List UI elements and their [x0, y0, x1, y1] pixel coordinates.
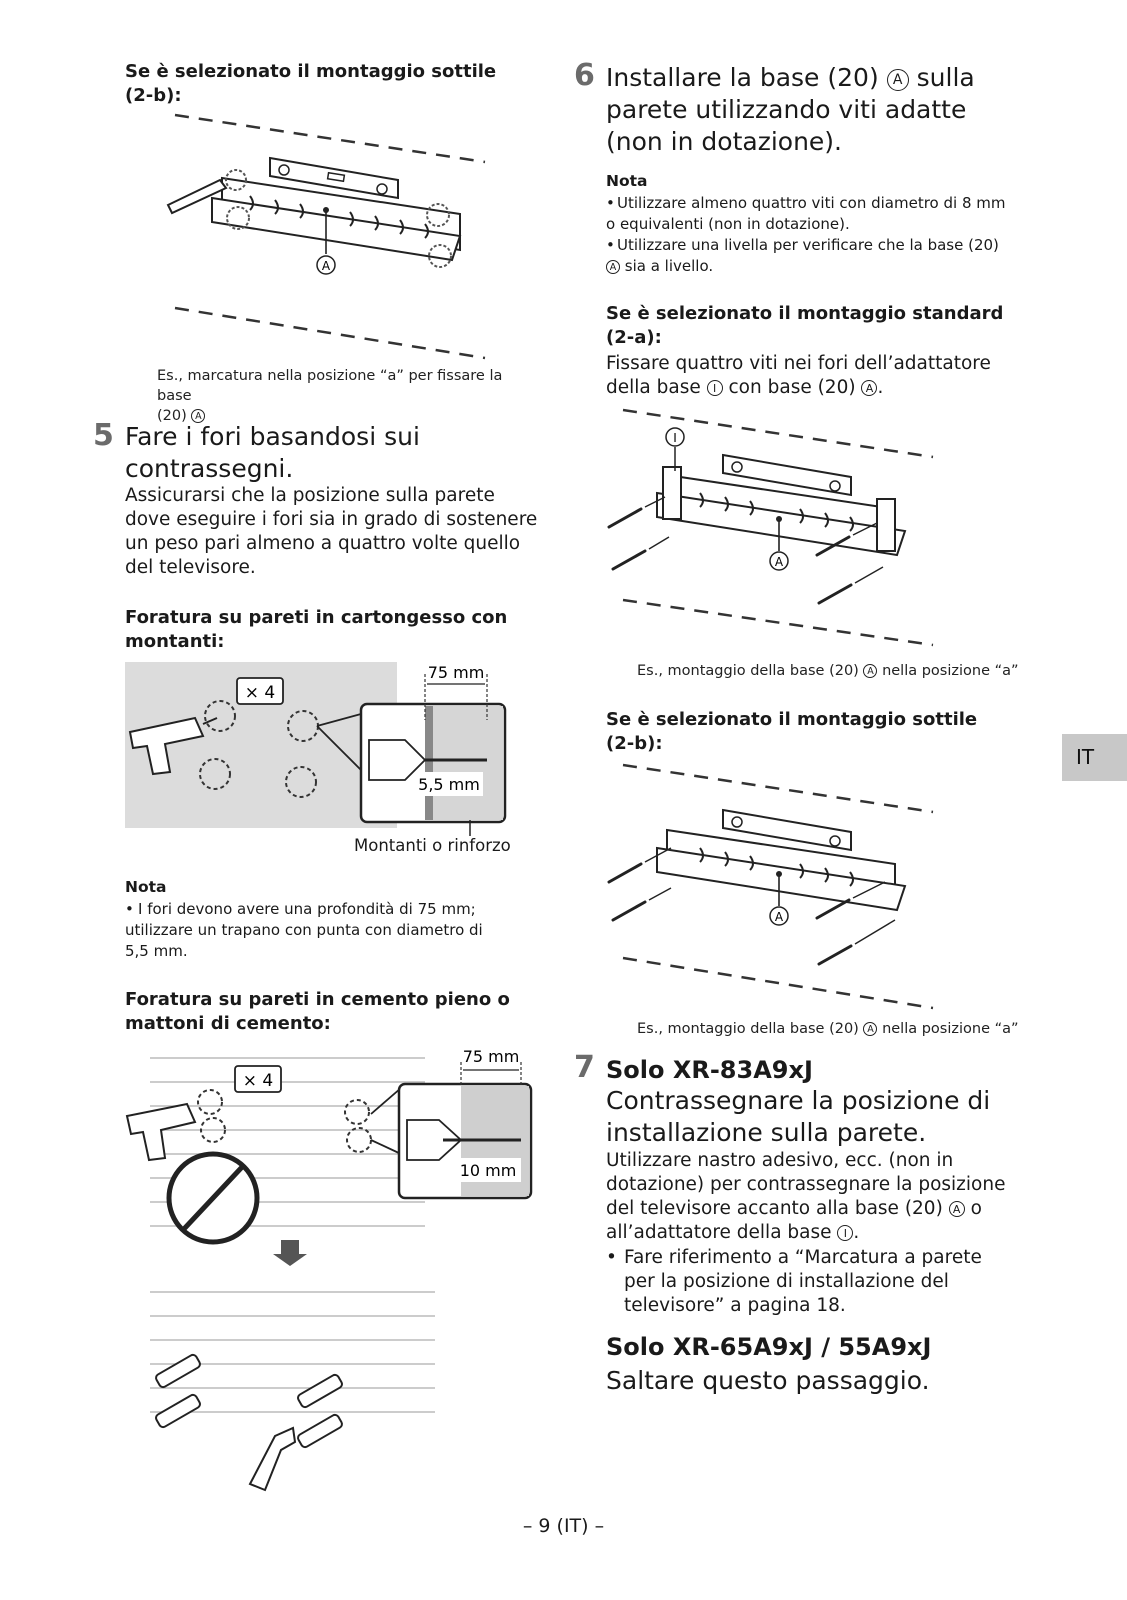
label-i-icon: I [837, 1225, 853, 1241]
fig2-caption: Es., montaggio della base (20) A nella posizione “a” [637, 663, 1019, 679]
drywall-drilling-figure [125, 660, 525, 860]
concrete-diameter: 10 mm [459, 1161, 517, 1180]
step5-number: 5 [93, 418, 114, 453]
language-tab: IT [1062, 734, 1127, 781]
fig2-label-a: A [774, 555, 784, 569]
label-a-icon: A [606, 260, 620, 274]
label-i-icon: I [707, 380, 723, 396]
nota-item-2: • Utilizzare una livella per verificare che la base (20) A sia a livello. [606, 236, 999, 275]
fig1-label: A [321, 259, 331, 273]
sottile-heading-right: Se è selezionato il montaggio sottile (2-b): [606, 709, 978, 754]
step7-body: Utilizzare nastro adesivo, ecc. (non in dotazione) per contrassegnare la posizione del televisore accanto alla base (20) A o all’adattatore della base I . [606, 1150, 1006, 1243]
drywall-depth: 75 mm [427, 663, 485, 682]
nota-item-1: • Utilizzare almeno quattro viti con diametro di 8 mm o equivalenti (non in dotazione). [606, 194, 1006, 233]
drywall-heading: Foratura su pareti in cartongesso con montanti: [125, 607, 508, 652]
step6-title: Installare la base (20) A sulla parete utilizzando viti adatte (non in dotazione). [606, 63, 975, 156]
slim-mounting-figure [605, 760, 945, 1015]
step7-number: 7 [574, 1050, 595, 1085]
nota-list-right [606, 193, 1016, 277]
standard-mounting-figure [605, 405, 945, 650]
concrete-drilling-figure [125, 1044, 535, 1504]
nota-heading-left: Nota [125, 878, 167, 896]
concrete-count: × 4 [242, 1071, 274, 1091]
nota-heading-right: Nota [606, 172, 648, 190]
page-number: – 9 (IT) – [522, 1515, 605, 1537]
skip-text: Saltare questo passaggio. [606, 1366, 930, 1395]
standard-heading: Se è selezionato il montaggio standard (2-a): [606, 303, 1004, 348]
nota-item-left: • I fori devono avere una profondità di 75 mm; utilizzare un trapano con punta con diametro di 5,5 mm. [125, 900, 483, 960]
label-a-icon: A [861, 380, 877, 396]
step5-title: Fare i fori basandosi sui contrassegni. [125, 422, 420, 483]
step7-bullet: • Fare riferimento a “Marcatura a parete per la posizione di installazione del televisore” a pagina 18. [606, 1247, 982, 1316]
bracket-marking-figure [160, 110, 500, 370]
fig2-label-i: I [673, 431, 677, 445]
step5-body: Assicurarsi che la posizione sulla parete dove eseguire i fori sia in grado di sostenere un peso pari almeno a quattro volte quello del televisore. [125, 485, 538, 578]
drywall-caption: Montanti o rinforzo [354, 836, 511, 855]
drywall-diameter: 5,5 mm [418, 775, 480, 794]
fig3-label-a: A [774, 910, 784, 924]
concrete-depth: 75 mm [462, 1047, 520, 1066]
step7-model: Solo XR-83A9xJ [606, 1056, 813, 1084]
standard-body: Fissare quattro viti nei fori dell’adattatore della base I con base (20) A . [606, 353, 991, 398]
label-a-icon: A [863, 664, 877, 678]
concrete-heading: Foratura su pareti in cemento pieno o mattoni di cemento: [125, 989, 510, 1034]
label-a-icon: A [863, 1022, 877, 1036]
label-a-icon: A [949, 1201, 965, 1217]
label-a-icon: A [191, 409, 205, 423]
step7-title: Contrassegnare la posizione di installazione sulla parete. [606, 1086, 991, 1147]
step6-number: 6 [574, 58, 595, 93]
fig1-caption: Es., marcatura nella posizione “a” per fissare la base (20) A [157, 368, 503, 424]
label-a-icon: A [887, 69, 909, 91]
drywall-count: × 4 [244, 683, 276, 703]
fig3-caption: Es., montaggio della base (20) A nella posizione “a” [637, 1021, 1019, 1037]
skip-model: Solo XR-65A9xJ / 55A9xJ [606, 1333, 932, 1361]
sottile-heading-left: Se è selezionato il montaggio sottile (2-b): [125, 61, 497, 106]
